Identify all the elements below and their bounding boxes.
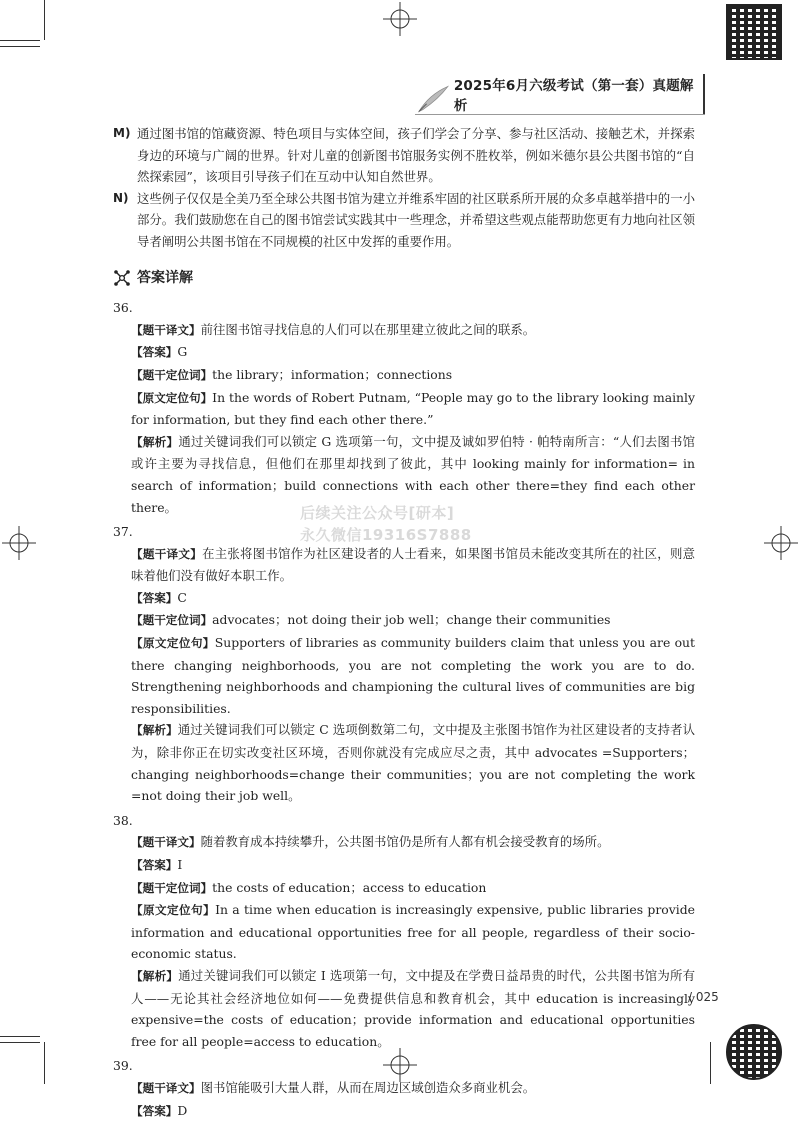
item-text: advocates；not doing their job well；change their communities [212,612,611,628]
item-text: 通过关键词我们可以锁定 I 选项第一句，文中提及在学费日益昂贵的时代，公共图书馆为所有人——无论其社会经济地位如何——免费提供信息和教育机会，其中 education is increasingly expensive=the costs of education；provide information and educational opportunities free for all people=access to education。 [131,967,695,1049]
item-text: 在主张将图书馆作为社区建设者的人士看来，如果图书馆员未能改变其所在的社区，则意味着他们没有做好本职工作。 [131,545,695,584]
page-number: / 025 [688,990,719,1004]
quill-icon [415,84,450,114]
qr-code-icon [726,4,782,60]
item-text: G [177,344,188,360]
page-content [113,123,695,1122]
item-tag: 【题干定位词】 [131,880,213,895]
item-tag: 【解析】 [131,968,179,983]
paragraph-label: N) [113,190,129,205]
page-header [415,78,705,114]
answer-item [113,854,695,877]
item-tag: 【答案】 [131,858,178,872]
item-tag: 【题干译文】 [131,835,201,850]
item-tag: 【原文定位句】 [131,636,215,651]
registration-mark-icon [764,526,798,560]
answer-item [113,1100,695,1122]
crop-mark [0,46,40,47]
registration-mark-icon [2,526,36,560]
item-tag: 【题干定位词】 [131,613,213,628]
item-text: the costs of education；access to education [212,879,487,895]
answer-item [113,364,695,387]
section-title: 答案详解 [137,269,193,286]
header-title: 2025年6月六级考试（第一套）真题解析 [454,74,705,114]
header-rule [415,114,705,115]
item-text: 前往图书馆寻找信息的人们可以在那里建立彼此之间的联系。 [200,321,536,337]
answer-item [113,587,695,610]
item-tag: 【题干译文】 [131,1080,201,1095]
item-text: 随着教育成本持续攀升，公共图书馆仍是所有人都有机会接受教育的场所。 [200,834,610,850]
answer-list [113,297,695,1122]
item-tag: 【题干译文】 [131,322,201,337]
question-block [113,521,695,807]
crop-mark [44,0,45,40]
paragraph-label: M) [113,126,131,140]
paragraph-n [113,188,695,253]
answer-item [113,831,695,854]
answer-item [113,719,695,806]
question-number: 39. [113,1058,133,1074]
answer-item [113,543,695,587]
question-number: 38. [113,812,133,828]
item-tag: 【答案】 [131,345,178,360]
item-tag: 【原文定位句】 [131,903,216,918]
answer-item [113,431,695,518]
item-text: 通过关键词我们可以锁定 G 选项第一句，文中提及诚如罗伯特 · 帕特南所言：“人们去图书馆或许主要为寻找信息，但他们在那里却找到了彼此，其中 looking mainly for information= in search of information；build connections with each other there=they find each other there。 [131,433,695,515]
crop-mark [710,1042,711,1084]
question-number: 36. [113,300,133,316]
question-block [113,810,695,1053]
question-block [113,297,695,518]
answer-item [113,877,695,900]
item-text: 图书馆能吸引大量人群，从而在周边区域创造众多商业机会。 [200,1079,536,1095]
item-text: the library；information；connections [212,366,453,382]
watermark-line: 永久微信19316S7888 [300,526,472,544]
answer-item [113,899,695,965]
question-block [113,1055,695,1122]
molecule-icon [113,269,131,287]
item-text: C [177,589,187,605]
crop-mark [44,1042,45,1084]
item-tag: 【答案】 [131,1103,178,1118]
crop-mark [0,1042,40,1043]
item-text: In the words of Robert Putnam, “People may go to the library looking mainly for information, but they find each other there.” [131,389,695,428]
answer-item [113,1077,695,1100]
item-tag: 【答案】 [131,590,178,605]
answer-item [113,632,695,719]
item-text: Supporters of libraries as community builders claim that unless you are out there changing neighborhoods, you are not completing the work you are to do. Strengthening neighborhoods and championing the cultural lives of communities are big responsibilities. [131,635,695,716]
item-tag: 【解析】 [131,434,179,449]
watermark-line: 后续关注公众号[研本] [300,504,455,522]
item-text: 通过关键词我们可以锁定 C 选项倒数第二句，文中提及主张图书馆作为社区建设者的支持者认为，除非你正在切实改变社区环境，否则你就没有完成应尽之责，其中 advocates =Supporters；changing neighborhoods=change their communities；you are not completing the work =not doing their job well。 [131,722,695,804]
paragraph-m [113,123,695,188]
registration-mark-icon [383,2,417,36]
paragraph-text: 通过图书馆的馆藏资源、特色项目与实体空间，孩子们学会了分享、参与社区活动、接触艺术，并探索身边的环境与广阔的世界。针对儿童的创新图书馆服务实例不胜枚举，例如米德尔县公共图书馆的“自然探索园”，该项目引导孩子们在互动中认知自然世界。 [137,126,695,185]
answer-item [113,609,695,632]
item-tag: 【题干定位词】 [131,367,213,382]
question-number: 37. [113,524,133,540]
item-tag: 【题干译文】 [131,546,203,561]
crop-mark [0,40,40,41]
answer-item [113,387,695,431]
answer-item [113,965,695,1052]
item-text: D [177,1102,188,1118]
section-heading [113,268,695,290]
item-tag: 【原文定位句】 [131,390,213,405]
answer-item [113,341,695,364]
item-text: In a time when education is increasingly expensive, public libraries provide information and educational opportunities free for all people, regardless of their socio-economic status. [131,902,695,962]
crop-mark [0,1036,40,1037]
item-tag: 【解析】 [131,723,178,738]
qr-code-icon [726,1024,782,1080]
answer-item [113,319,695,342]
item-text: I [177,857,183,872]
paragraph-text: 这些例子仅仅是全美乃至全球公共图书馆为建立并维系牢固的社区联系所开展的众多卓越举措中的一小部分。我们鼓励您在自己的图书馆尝试实践其中一些理念，并希望这些观点能帮助您更有力地向社区领导者阐明公共图书馆在不同规模的社区中发挥的重要作用。 [137,190,695,249]
